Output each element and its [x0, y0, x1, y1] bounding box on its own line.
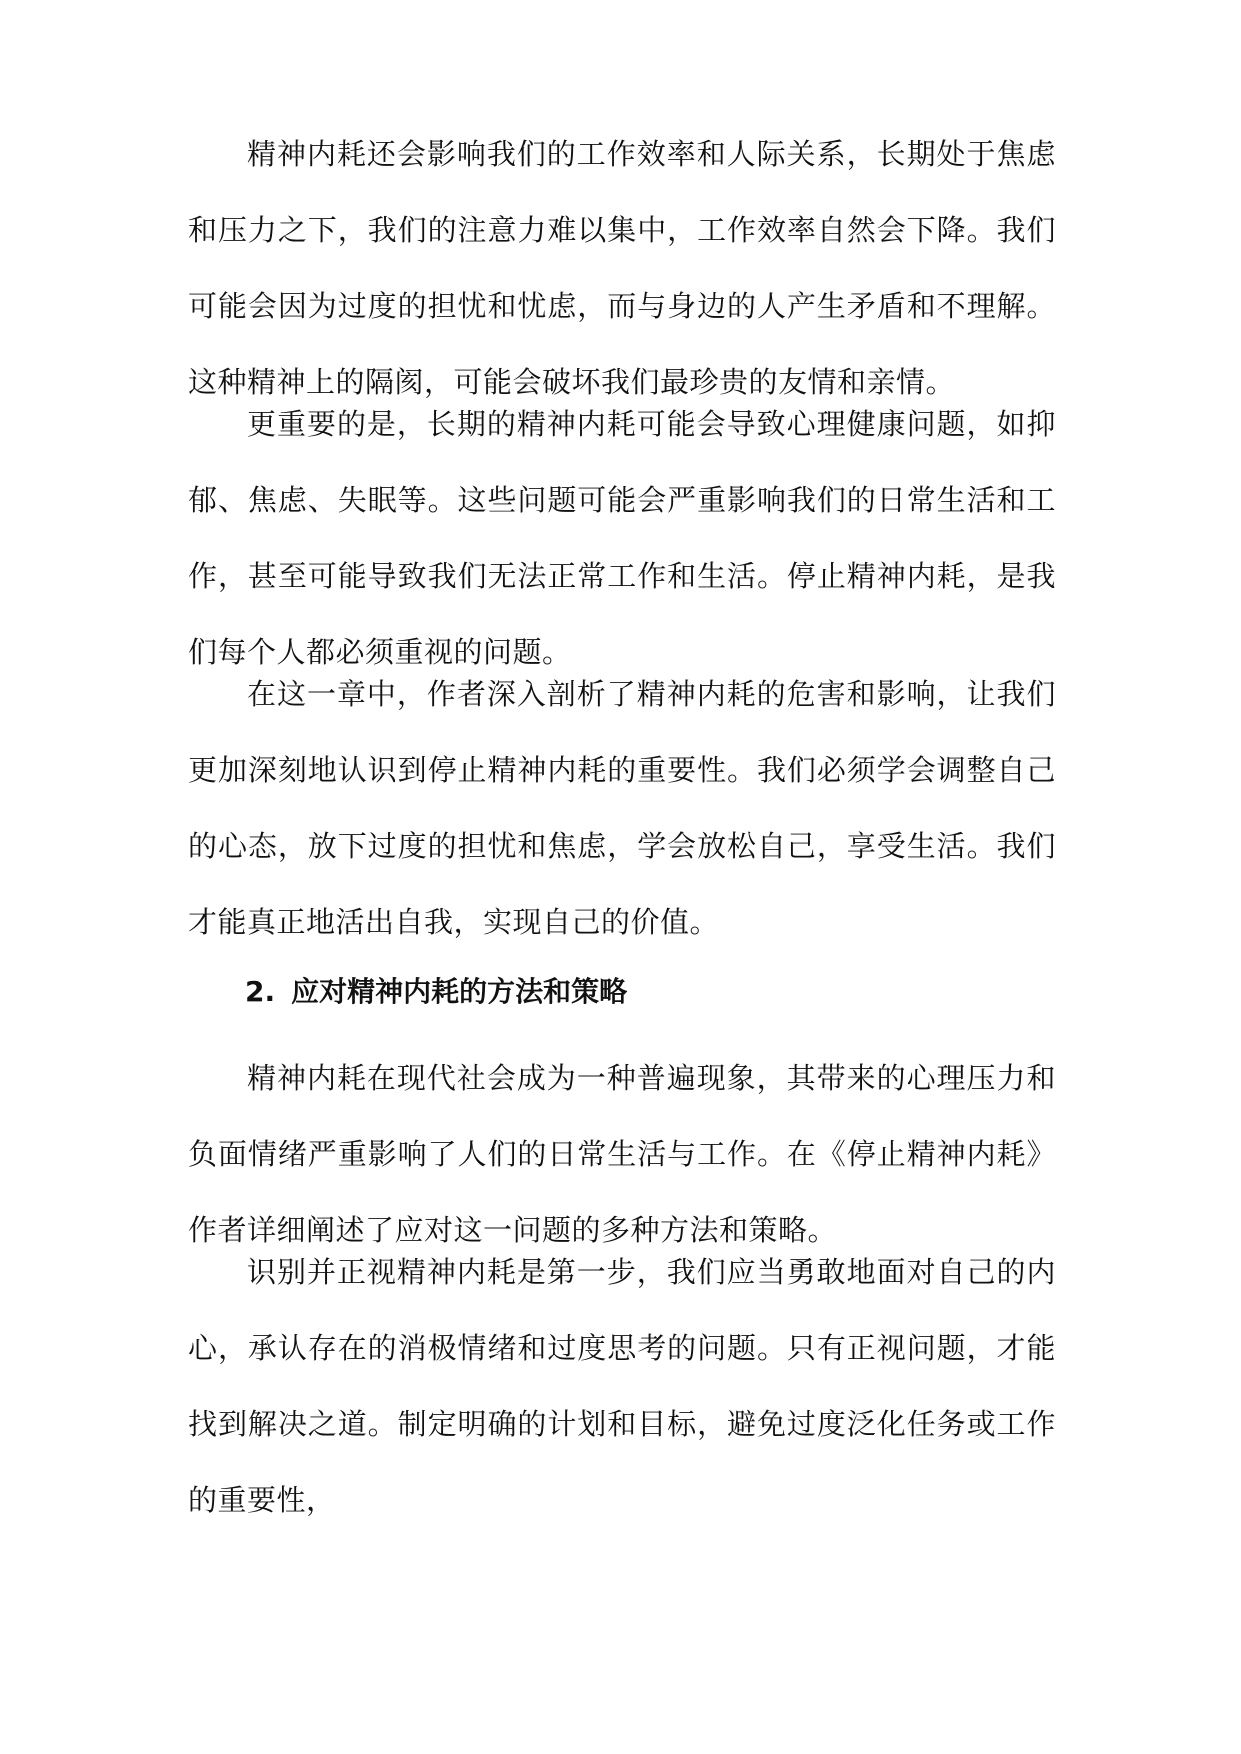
- paragraph-common-phenomenon: 精神内耗在现代社会成为一种普遍现象，其带来的心理压力和负面情绪严重影响了人们的日常生活与工作。在《停止精神内耗》作者详细阐述了应对这一问题的多种方法和策略。: [188, 1061, 1056, 1247]
- section-number: 2.: [245, 975, 276, 1008]
- section-title: 应对精神内耗的方法和策略: [291, 975, 628, 1008]
- section-heading: [245, 954, 627, 1030]
- paragraph-work-efficiency: 精神内耗还会影响我们的工作效率和人际关系，长期处于焦虑和压力之下，我们的注意力难以集中，工作效率自然会下降。我们可能会因为过度的担忧和忧虑，而与身边的人产生矛盾和不理解。这种精神上的隔阂，可能会破坏我们最珍贵的友情和亲情。: [188, 137, 1056, 399]
- paragraph-first-step: 识别并正视精神内耗是第一步，我们应当勇敢地面对自己的内心，承认存在的消极情绪和过度思考的问题。只有正视问题，才能找到解决之道。制定明确的计划和目标，避免过度泛化任务或工作的重要性，: [188, 1255, 1056, 1517]
- paragraph-mental-health: 更重要的是，长期的精神内耗可能会导致心理健康问题，如抑郁、焦虑、失眠等。这些问题可能会严重影响我们的日常生活和工作，甚至可能导致我们无法正常工作和生活。停止精神内耗，是我们每个人都必须重视的问题。: [188, 407, 1056, 669]
- paragraph-chapter-summary: 在这一章中，作者深入剖析了精神内耗的危害和影响，让我们更加深刻地认识到停止精神内耗的重要性。我们必须学会调整自己的心态，放下过度的担忧和焦虑，学会放松自己，享受生活。我们才能真正地活出自我，实现自己的价值。: [188, 677, 1056, 939]
